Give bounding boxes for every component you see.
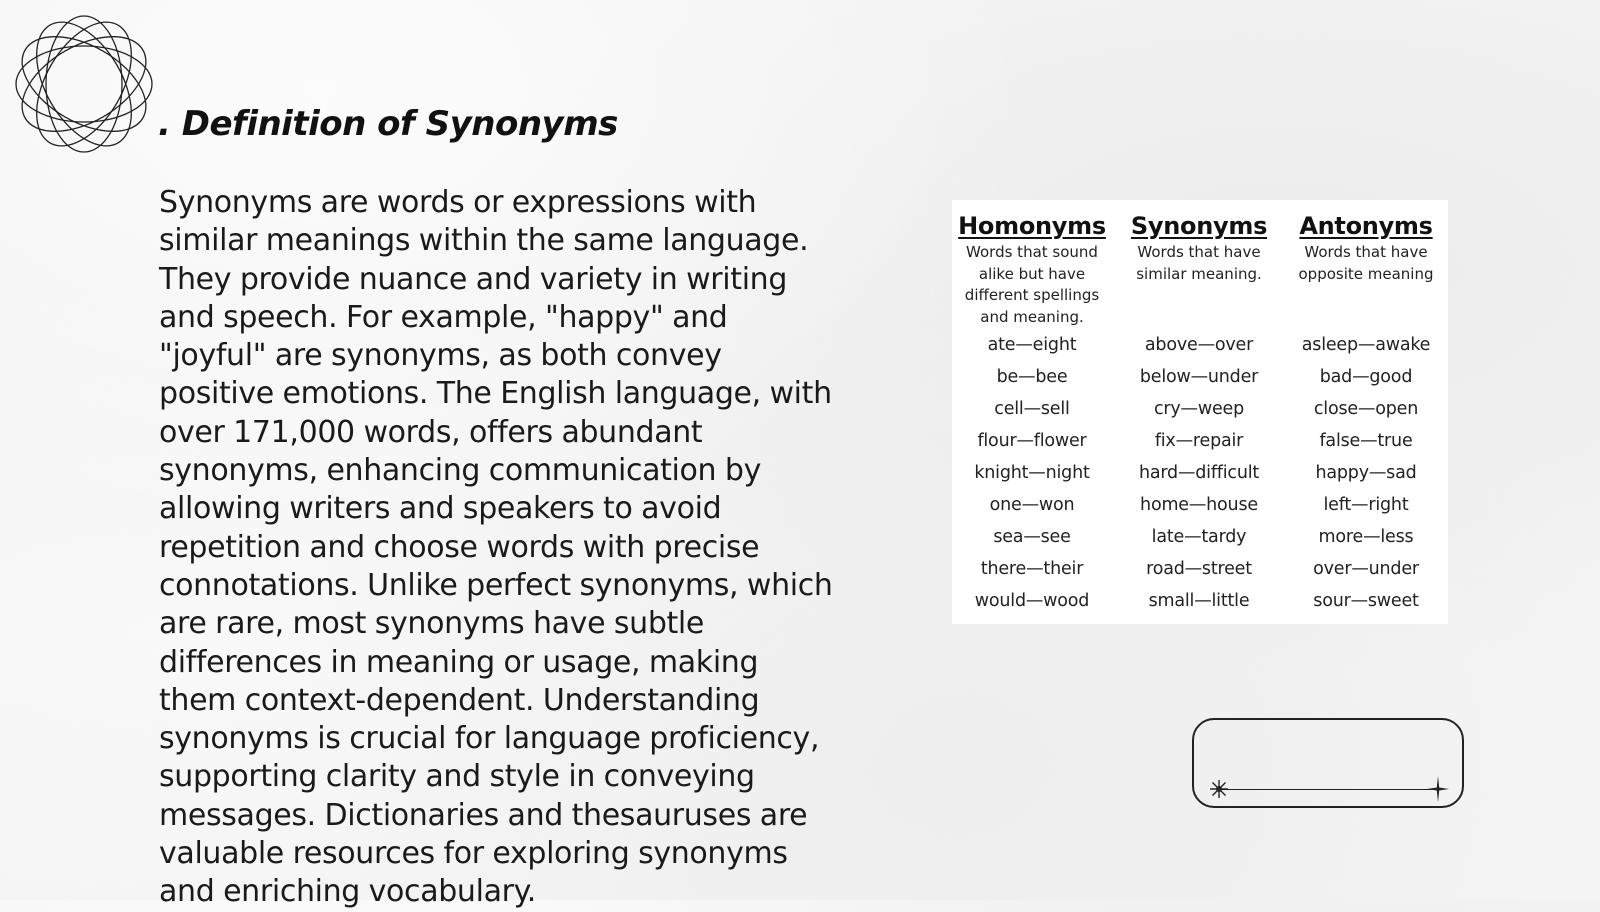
- word-pair-list: [1119, 329, 1279, 617]
- column-header: Homonyms: [958, 212, 1106, 240]
- word-pair: ate—eight: [987, 335, 1077, 355]
- word-pair-list: [1286, 329, 1446, 617]
- word-pair: more—less: [1318, 527, 1414, 547]
- homonyms-column: [952, 200, 1112, 611]
- column-description: Words that have opposite meaning: [1298, 243, 1434, 283]
- word-pair: sour—sweet: [1313, 591, 1419, 611]
- word-pair: happy—sad: [1315, 463, 1417, 483]
- word-pair: above—over: [1144, 335, 1254, 355]
- word-pair: one—won: [989, 495, 1075, 515]
- word-pair: left—right: [1323, 495, 1409, 515]
- word-pair: sea—see: [993, 527, 1071, 547]
- word-pair: false—true: [1319, 431, 1413, 451]
- definition-paragraph: Synonyms are words or expressions with similar meanings within the same language. They provide nuance and variety in writing and speech. For example, "happy" and "joyful" are synonyms, as both convey positive emotions. The English language, with over 171,000 words, offers abundant synonyms, enhancing communication by allowing writers and speakers to avoid repetition and choose words with precise connotations. Unlike perfect synonyms, which are rare, most synonyms have subtle differences in meaning or usage, making them context-dependent. Understanding synonyms is crucial for language proficiency, supporting clarity and style in conveying messages. Dictionaries and thesauruses are valuable resources for exploring synonyms and enriching vocabulary.: [159, 185, 833, 910]
- slide-title: . Definition of Synonyms: [158, 104, 618, 144]
- star-cross-icon: [1426, 775, 1450, 803]
- word-pair: close—open: [1313, 399, 1419, 419]
- column-header: Synonyms: [1130, 212, 1268, 240]
- word-pair: small—little: [1148, 591, 1250, 611]
- word-pair: would—wood: [974, 591, 1090, 611]
- word-pair: fix—repair: [1154, 431, 1244, 451]
- timeline-line: [1220, 789, 1440, 790]
- word-pair: flour—flower: [977, 431, 1087, 451]
- column-description: Words that have similar meaning.: [1136, 243, 1262, 283]
- word-pair: road—street: [1146, 559, 1252, 579]
- ring-ornament-icon: [10, 10, 158, 158]
- word-pair: asleep—awake: [1301, 335, 1431, 355]
- column-header: Antonyms: [1299, 212, 1433, 240]
- word-pair: bad—good: [1319, 367, 1413, 387]
- word-pair: knight—night: [974, 463, 1090, 483]
- antonyms-column: [1286, 200, 1446, 611]
- column-description: Words that sound alike but have different spellings and meaning.: [964, 243, 1100, 326]
- word-pair: there—their: [980, 559, 1084, 579]
- word-pair: over—under: [1313, 559, 1419, 579]
- sparkle-icon: [1208, 778, 1230, 800]
- word-comparison-table: [952, 200, 1448, 624]
- word-pair: home—house: [1140, 495, 1258, 515]
- word-pair: below—under: [1139, 367, 1259, 387]
- timeline-decoration: [1192, 718, 1464, 808]
- word-pair: late—tardy: [1151, 527, 1247, 547]
- synonyms-column: [1119, 200, 1279, 611]
- word-pair: hard—difficult: [1138, 463, 1260, 483]
- word-pair: be—bee: [996, 367, 1068, 387]
- word-pair-list: [952, 329, 1112, 617]
- word-pair: cry—weep: [1153, 399, 1245, 419]
- word-pair: cell—sell: [994, 399, 1070, 419]
